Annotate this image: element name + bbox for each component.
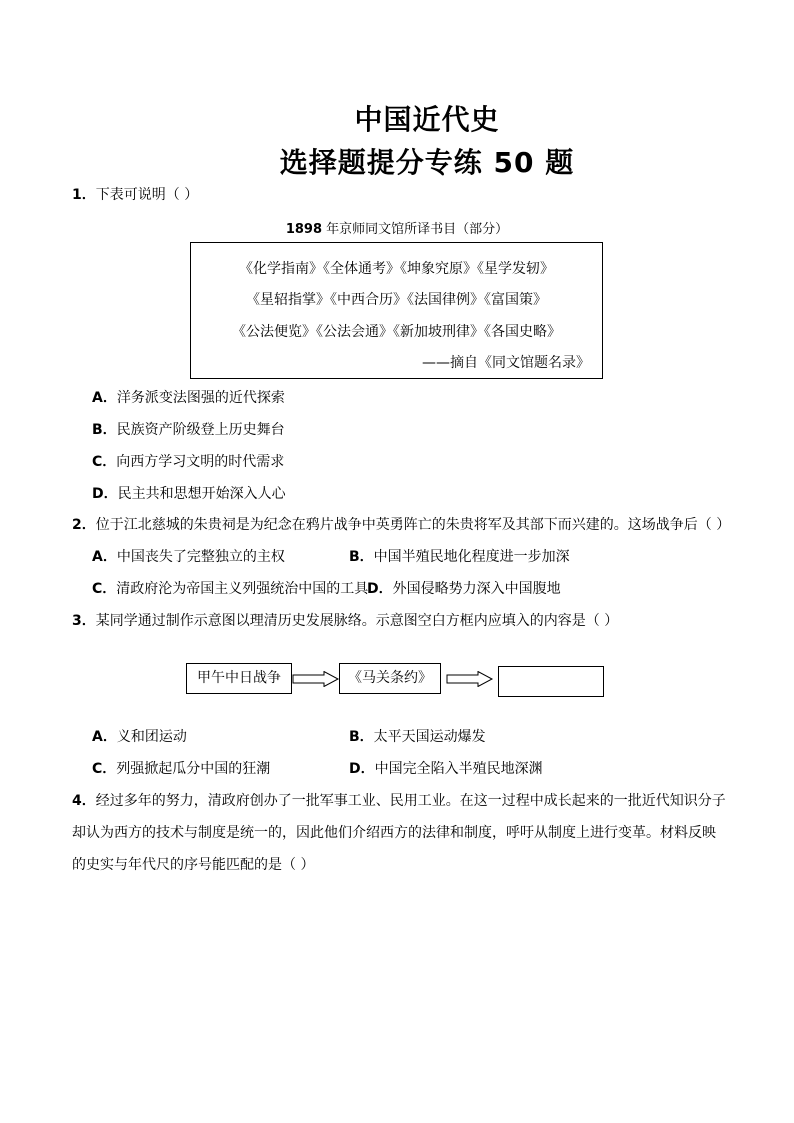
book-list-box: [190, 242, 603, 379]
option-b[interactable]: B．中国半殖民地化程度进一步加深: [349, 549, 570, 565]
option-a[interactable]: A．洋务派变法图强的近代探索: [92, 390, 285, 406]
option-b[interactable]: B．太平天国运动爆发: [349, 729, 486, 745]
page-title-line2: 选择题提分专练 50 题: [279, 146, 575, 179]
option-c[interactable]: C．向西方学习文明的时代需求: [92, 454, 285, 470]
option-b[interactable]: B．民族资产阶级登上历史舞台: [92, 422, 285, 438]
question-stem: 某同学通过制作示意图以理清历史发展脉络。示意图空白方框内应填入的内容是（ ）: [95, 613, 619, 629]
table-caption-year: 1898: [285, 222, 323, 237]
option-a[interactable]: A．义和团运动: [92, 729, 187, 745]
question-number: 2．: [72, 517, 96, 533]
book-line: 《公法便览》《公法会通》《新加坡刑律》《各国史略》: [232, 324, 561, 340]
flow-box-2: 《马关条约》: [339, 663, 441, 694]
question-number: 3．: [72, 613, 96, 629]
question-stem: 下表可说明（ ）: [95, 187, 199, 203]
option-c[interactable]: C．列强掀起瓜分中国的狂潮: [92, 761, 271, 777]
question-number: 4．: [72, 793, 96, 809]
option-c[interactable]: C．清政府沦为帝国主义列强统治中国的工具: [92, 581, 369, 597]
question-stem-line: 却认为西方的技术与制度是统一的，因此他们介绍西方的法律和制度，呼吁从制度上进行变革。材料反映: [72, 825, 716, 841]
book-line: 《化学指南》《全体通考》《坤象究原》《星学发轫》: [239, 261, 554, 277]
question-stem: 位于江北慈城的朱贵祠是为纪念在鸦片战争中英勇阵亡的朱贵将军及其部下而兴建的。这场战争后（ ）: [95, 517, 731, 533]
question-stem-line: 的史实与年代尺的序号能匹配的是（ ）: [72, 857, 315, 873]
book-line: 《星轺指掌》《中西合历》《法国律例》《富国策》: [246, 292, 547, 308]
question-2: [72, 516, 730, 534]
question-stem-line: 经过多年的努力，清政府创办了一批军事工业、民用工业。在这一过程中成长起来的一批近代知识分子: [95, 793, 726, 809]
option-d[interactable]: D．中国完全陷入半殖民地深渊: [349, 761, 543, 777]
question-4: [72, 792, 726, 810]
option-d[interactable]: D．民主共和思想开始深入人心: [92, 486, 286, 502]
question-1: [72, 186, 198, 204]
question-number: 1．: [72, 187, 96, 203]
flow-arrow-icon: [446, 671, 494, 687]
option-d[interactable]: D．外国侵略势力深入中国腹地: [367, 581, 561, 597]
question-3: [72, 612, 618, 630]
table-caption: [0, 218, 794, 237]
table-caption-text: 年京师同文馆所译书目（部分）: [322, 222, 509, 237]
book-source: ——摘自《同文馆题名录》: [422, 355, 590, 371]
flow-box-blank: [498, 666, 604, 697]
option-a[interactable]: A．中国丧失了完整独立的主权: [92, 549, 285, 565]
flow-arrow-icon: [292, 671, 340, 687]
page-title-line1: 中国近代史: [354, 103, 500, 136]
flow-box-1: 甲午中日战争: [186, 663, 292, 694]
